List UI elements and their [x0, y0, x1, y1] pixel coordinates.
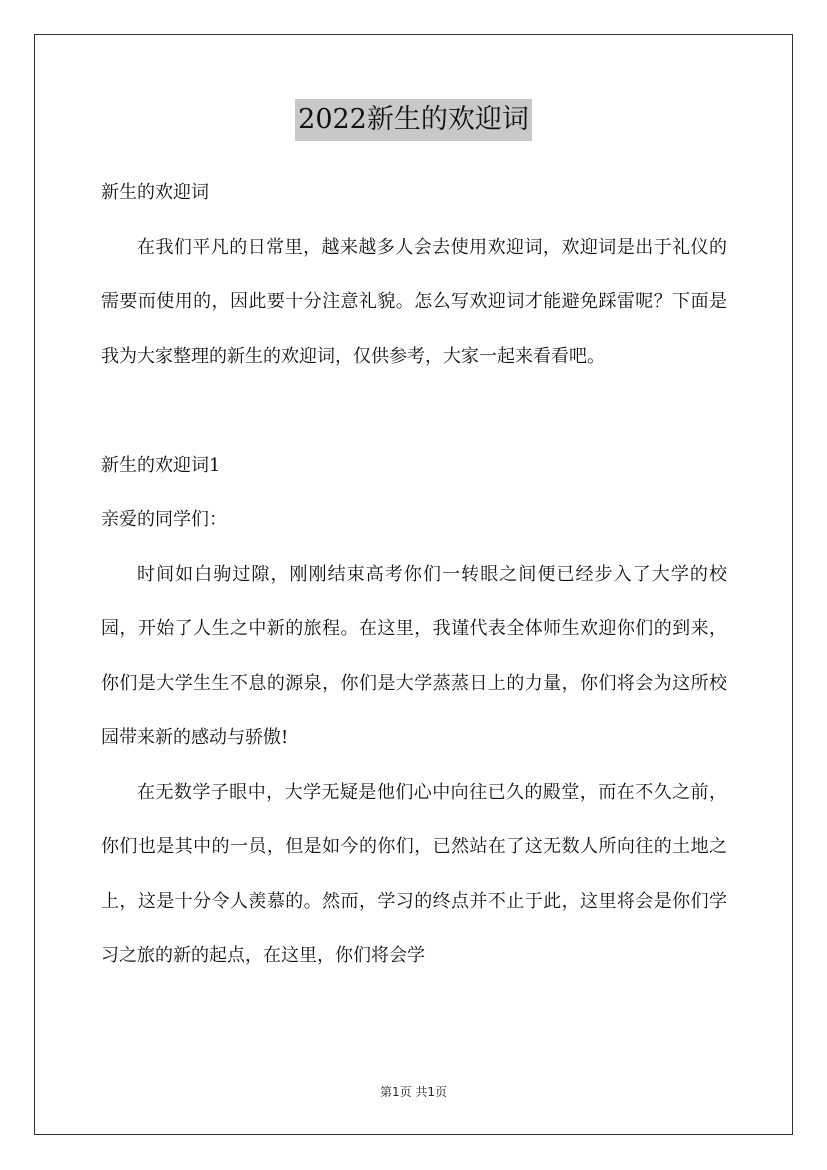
document-body [101, 166, 727, 984]
page-footer [0, 1083, 827, 1100]
intro-paragraph: 在我们平凡的日常里，越来越多人会去使用欢迎词，欢迎词是出于礼仪的需要而使用的，因此要十分注意礼貌。怎么写欢迎词才能避免踩雷呢？下面是我为大家整理的新生的欢迎词，仅供参考，大家一起来看看吧。 [101, 236, 727, 367]
title-container [0, 99, 827, 141]
body-paragraph-2: 在无数学子眼中，大学无疑是他们心中向往已久的殿堂，而在不久之前，你们也是其中的一员，但是如今的你们，已然站在了这无数人所向往的土地之上，这是十分令人羡慕的。然而，学习的终点并不止于此，这里将会是你们学习之旅的新的起点，在这里，你们将会学 [101, 781, 727, 966]
body-paragraph-1: 时间如白驹过隙，刚刚结束高考你们一转眼之间便已经步入了大学的校园，开始了人生之中新的旅程。在这里，我谨代表全体师生欢迎你们的到来，你们是大学生生不息的源泉，你们是大学蒸蒸日上的力量，你们将会为这所校园带来新的感动与骄傲! [101, 563, 727, 748]
document-heading: 新生的欢迎词 [101, 182, 209, 203]
page-number: 第1页 共1页 [379, 1085, 448, 1099]
section-title: 新生的欢迎词1 [101, 454, 221, 476]
spacer [101, 384, 727, 439]
document-title: 2022新生的欢迎词 [295, 99, 532, 141]
salutation: 亲爱的同学们： [101, 509, 227, 530]
